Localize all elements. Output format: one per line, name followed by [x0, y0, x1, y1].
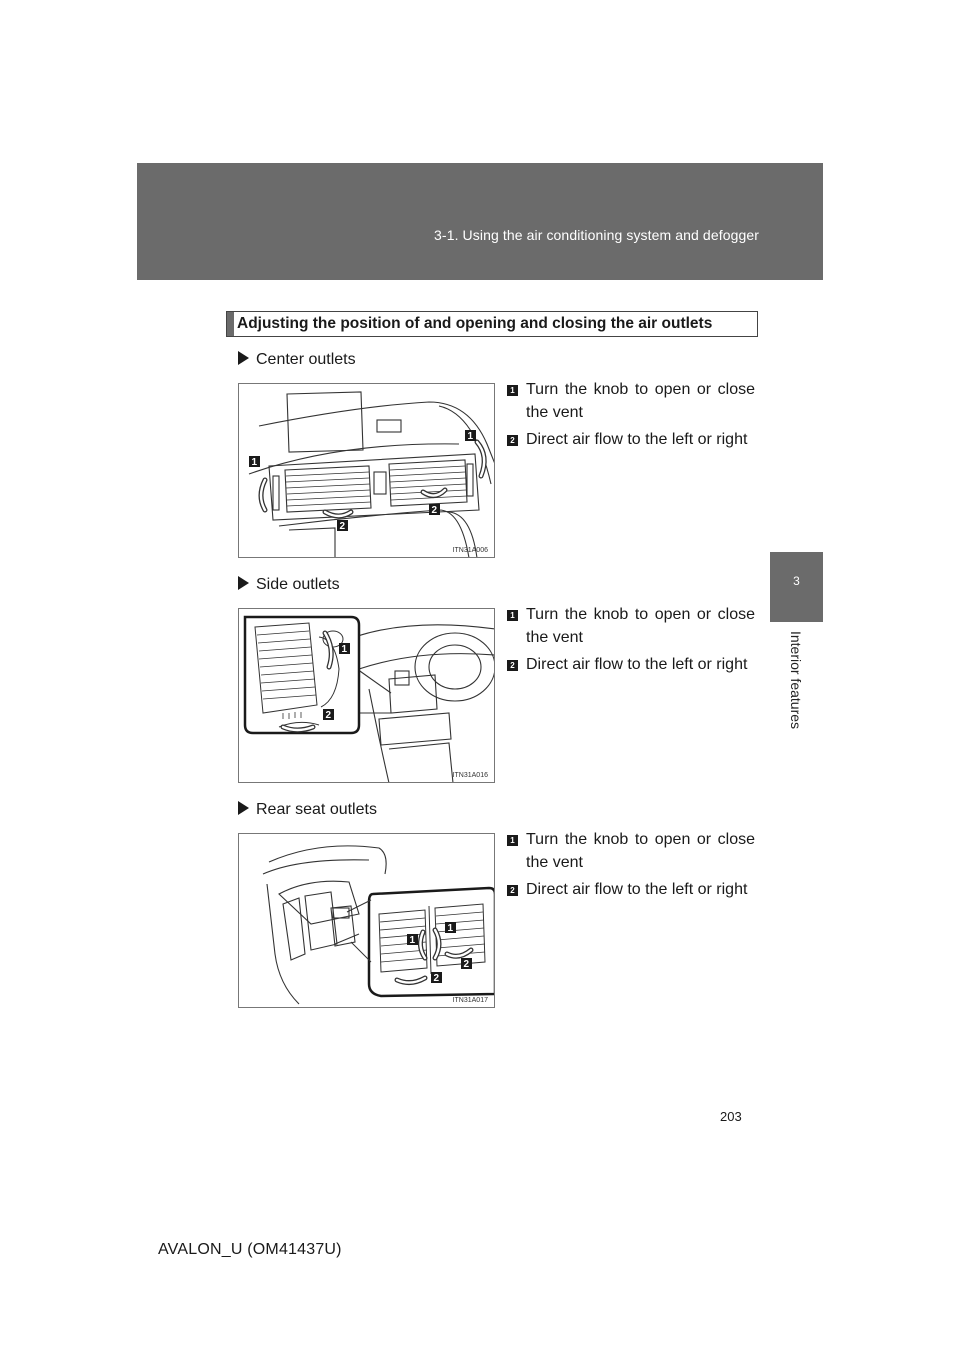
instruction-text: Turn the knob to open or close the vent — [526, 381, 755, 421]
section-heading-text: Adjusting the position of and opening and closing the air outlets — [237, 315, 713, 332]
chapter-label: Interior features — [788, 630, 804, 730]
subsection-title-text: Side outlets — [256, 576, 340, 593]
svg-text:2: 2 — [431, 505, 438, 516]
instruction-1 — [507, 828, 755, 874]
subsection-title-text: Rear seat outlets — [256, 801, 377, 818]
instruction-text: Turn the knob to open or close the vent — [526, 606, 755, 646]
step-number-badge: 2 — [507, 435, 518, 446]
center-outlets-illustration — [239, 384, 495, 558]
step-number-badge: 1 — [507, 385, 518, 396]
svg-text:2: 2 — [339, 521, 346, 532]
subsection-title-text: Center outlets — [256, 351, 356, 368]
svg-text:1: 1 — [447, 923, 454, 934]
instruction-text: Direct air flow to the left or right — [526, 881, 748, 898]
triangle-bullet-icon — [238, 351, 249, 365]
footer-model-code: AVALON_U (OM41437U) — [158, 1241, 342, 1258]
header-title: 3-1. Using the air conditioning system and defogger — [434, 227, 759, 243]
svg-text:2: 2 — [325, 710, 332, 721]
figure-code: ITN31A016 — [452, 772, 488, 779]
heading-bar — [227, 312, 234, 336]
svg-text:1: 1 — [467, 431, 474, 442]
instruction-text: Direct air flow to the left or right — [526, 431, 748, 448]
figure-side-outlets — [238, 608, 495, 783]
instruction-2 — [507, 878, 755, 901]
triangle-bullet-icon — [238, 576, 249, 590]
subsection-title-center — [238, 351, 356, 369]
chapter-tab — [770, 552, 823, 622]
figure-code: ITN31A017 — [452, 997, 488, 1004]
figure-center-outlets — [238, 383, 495, 558]
step-number-badge: 1 — [507, 835, 518, 846]
step-number-badge: 1 — [507, 610, 518, 621]
triangle-bullet-icon — [238, 801, 249, 815]
rear-outlets-illustration — [239, 834, 495, 1008]
instruction-1 — [507, 378, 755, 424]
page-number: 203 — [720, 1109, 742, 1124]
svg-text:2: 2 — [463, 959, 470, 970]
svg-text:1: 1 — [251, 457, 258, 468]
subsection-title-side — [238, 576, 340, 594]
header-band — [137, 163, 823, 280]
section-heading — [226, 311, 758, 337]
step-number-badge: 2 — [507, 885, 518, 896]
figure-code: ITN31A006 — [452, 547, 488, 554]
side-outlets-illustration — [239, 609, 495, 783]
instruction-2 — [507, 428, 755, 451]
instruction-text: Turn the knob to open or close the vent — [526, 831, 755, 871]
step-number-badge: 2 — [507, 660, 518, 671]
svg-text:1: 1 — [341, 644, 348, 655]
instruction-text: Direct air flow to the left or right — [526, 656, 748, 673]
figure-rear-outlets — [238, 833, 495, 1008]
instruction-1 — [507, 603, 755, 649]
instruction-2 — [507, 653, 755, 676]
svg-text:2: 2 — [433, 973, 440, 984]
chapter-number: 3 — [793, 574, 800, 588]
svg-text:1: 1 — [409, 935, 416, 946]
subsection-title-rear — [238, 801, 377, 819]
